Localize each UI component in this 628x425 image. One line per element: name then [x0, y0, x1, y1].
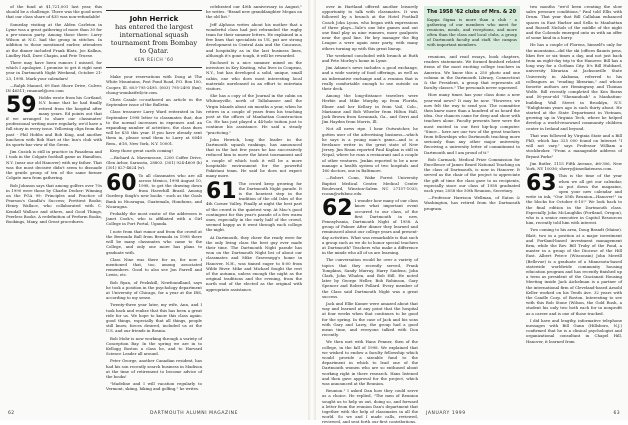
drop-cap-numeral: 59 [6, 93, 37, 119]
paragraph: Hobbs wrote from his Cortland, N.Y. home that he had finally retired from the hospital after many years. Ed points out that if we arranged to share our classmates' professional writing more regularly, we'd have a full story in every issue. Yellowing clips from the past - Phil Hobbs and Bob King, and another luncheon with Bob Hart at the Inn's club with its sports-bar view of the Green. [6, 95, 102, 148]
class-section-60 [106, 170, 202, 392]
page-number: 62 [8, 411, 15, 416]
paragraph: Reunion." I asked Dan how they could serve as a choice. He replied, "The men of Reunion sought us to help us out, doing so, and forward a letter from the reunion Dan's department that together with the help of classmates in all the world. So we and I made calls, reviewed, reviewed, and sent forth our first contributions. [322, 388, 418, 425]
right-page [316, 0, 628, 425]
paragraph: Peter George, another Canadian resident, has had his son recently search business in Madison at the time of retirement to become advice of the books! [106, 358, 202, 379]
paragraph: To all classmates who are all across Mexico, 1998 August 10, 1998, to get the drawing down from Haverhill Brazil. Among Gurdeep Singh's new books - such as the Goals Bank in Nicaragua, Guatemala, Honduras, and Nicaragua. [106, 172, 202, 209]
paragraph: Jim Butler, 1115 Fifth Avenue, #6-306, New York, NY 10036; sherry@imediateness.com. [526, 160, 622, 172]
gutter [308, 0, 316, 420]
paragraph: of the fund at $1,721,001 last year, this should be a challenge. There was the good news that our class share of $35 was non-refundable! [6, 4, 102, 20]
paragraph: John Herrick, long the leader in the Dartmouth squash rankings, has announced that in the last few years he has successively reduced him to move the latest tournament and a couple of which took it will be a more hospitable environment for the powerful Pakistani team. He said he does not expect many more. [206, 136, 302, 179]
right-column-1 [322, 4, 418, 425]
sidebar-box [424, 6, 520, 50]
paragraph: Class treasurer Larry Ward reiterated in his September 1998 letter to classmates that, due to the normal increases in expenses and an expanding number of activities, the class dues will be $35 this year. If you have already sent them in, please send them to Larry at 6040 Rem., #18, New York, N.Y. 10001. [106, 109, 202, 146]
paragraph: Probably the most exotic of the addresses is Janet Cook's, who is affiliated with a Girl College in Port Portal, Uganda. [106, 211, 202, 227]
paragraph: Make your reservations with Doug at The White Mountains, Post Pond Road, P.O. Box 100, Cooper, Ill. 603-795-2495. (603) 795-2495 (fax); chong-wombatfrd/ctr.com. [106, 74, 202, 95]
paragraph: —Professor Harrison Wellman, of Eaton & Washington, has retired from the Dartmouth program. [424, 195, 520, 211]
class-section-61 [206, 178, 302, 292]
drop-cap-numeral: 61 [206, 178, 237, 204]
paragraph: I note from that rumor and from the crowd at the Bermuda Ball from Bermuda in 1998 there will be many classmates who came to the College, and only one more has plans to graduate with. [106, 228, 202, 255]
paragraph: —Richard A. Mavenroose, 2200 Coffee Drive, Glen Arbor, Sarasota, 28803. (301) 924-4609 (h) (301) 827-4624 (w). [106, 155, 202, 171]
paragraph: The conversation would be over a variety of topics that they recently served, Frank Tompkins, Sandy Murray, Harry Saidens, John Clark, John Whalen, and Bob Hill. He noted later by George Heller, Bob Robinson, Gary Spencer and Robert Pollard. Every member of the Class said Dartmouth Night was a great success. [322, 257, 418, 299]
paragraph: over in Hartland offered another leisurely opportunity to talk with classmates. It was followed by a brunch at the Hotel Football Coach John Lyons, who began with expressions of three plays—Yale's one bite games and out one final play as nine runners, more goalposts near the goal line. He key manager the Big League a were again near party, with many others turning up with this great lineup. [322, 4, 418, 51]
paragraph: I wonder how many of our class know what important event occurred to our class, of the first Dartmouth in new, Pennsylvania, Dartmouth Night of 1958. A group of Palmer After dinner they learned and reminisced about our college years and present-day activities. What was remarkable is that such a group such as we do to honor special teachers at Dartmouth? Teachers who make a difference in the minds who all of us are learning. [322, 198, 418, 256]
paragraph: Jim Adams's news includes a good exchange, and a wide variety of food offerings, as well as an informative exchange and a reunion that is really comfortable enough to use outside on their deck. [322, 65, 418, 92]
paragraph: This is the time of the year when we all get our calendar, so put down the magazine, open your new calendar and write in ink, "Our 55th Reunion—Hanover!" in the blocks for October 6-10!" We look back to the final edition in the Dartmouth class. Especially John McLaughlin (Portland, Oregon), who is a senior executive in Capitol Resources him, recently told him with interest. [526, 173, 622, 226]
paragraph: Jack and Ellie Kumer were amazed about that way and learned at any point that the hospital at four weeks when that continues to be good for the spring. In the case of Jack and his sons with Gary and Larry, the group had a good mean time, and everyone talked with Don recently. [322, 300, 418, 338]
drop-cap-numeral: 63 [526, 171, 557, 197]
paragraph: "Madeline and I will vacation regularly to Vermont, skiing, hiking and golfing," he writes. [106, 381, 202, 392]
pull-quote-name: John Herrick [129, 15, 179, 23]
paragraph: Someday visiting at the Alden Carleton in Lyme was a great gathering of more than 30 for a pre-season party. Among those there: Larry Wilson at N.C. had the group in stitches. In addition to those mentioned earlier, attendees at the dinner included Frank Blatz, Joe Kalkus, Lindley Hall, Dave Chapin, and Pete Truese. [6, 21, 102, 58]
paragraph: Enclosed is a nice summer mixed on the inventors in Key Keating, who lives in Coupeau, N.Y., but has developed a solid, unique, small cabin, one who does most interesting local materials unreleased in an effort to entertain visitors. [206, 60, 302, 92]
sidebar-title: The 1958 '62 clubs of Mrs. & 20 [427, 9, 516, 15]
sidebar-text: Kappa Sigma is more than a club - a gathering of our members who meet for reunions, meals, and receptions, and more often than the class and local clubs, a group of Dartmouth faculty and staff, the campus with important members. [427, 17, 517, 47]
right-column-3 [526, 4, 622, 400]
paragraph: I did have and lengthy, informative telephone messages with Bill Gunn (Hillsboro, N.J.) confirmed that he is a clinical psychologist and organizational consultant in Chapel Hill, Hanover, it learned from [526, 317, 622, 344]
paragraph: —Ralph Manuel, 69 East Shore Drive, Culver, IN 46511; rmanuel@ovo.com [6, 82, 102, 94]
right-column-2 [424, 4, 520, 400]
paragraph: —Robert Conn, Wake Forest University Baptist Medical Center, Medical Center Boulevard, Winston-Salem NC 27157-1033; rconn@wfubmc.edu [322, 175, 418, 196]
drop-cap-numeral: 60 [106, 170, 137, 196]
paragraph: The crowd keep growing for the Dartmouth Night parade. It is the heaviest step in the tradition of the old Isles of the 4th Corner Valley. Finally at night the best part of the crowd is the quietest way. At Mac's good contingent for this year's parade of a few warm ones, especially in the early half of the crowd, seemed happy as it went through each college the night. [206, 180, 302, 233]
left-column-3 [206, 4, 302, 400]
class-section-59 [6, 95, 102, 224]
left-page [0, 0, 308, 420]
paragraph: Keep those great cards coming! [110, 147, 173, 153]
paragraph: Bob Carmack, Medical Prize Commission for Excellence of James Beard National Teaching on the class of Dartmouth, is now in Hanover. It served as the chair of the project to appreciate the gift of time the class gave to us recipients, especially since our class of 1958 graduated each year, 2058 the 50th Reunion, Secretary. [424, 156, 520, 194]
paragraph: Among the long-distance travelers were Herbie and Mike Murphy up from Florida, Elmer and her Kellary in from Vail, Colo., Marianne and Bob Wheeler from Hilton Hall, Jack Brown from Savannah, Ga., and Gerri and Jim Hayden from Morris, Ill. [322, 93, 418, 125]
paragraph: Jim Cusick is still in practice in Pasadena and I took in the Colgate football game as Hamilton, N.Y. (near our old Hanover) with my father. That was the most decisive didn't seem to dissuade the gentle group of ten of the same former Colgate men from gathering. [6, 149, 102, 181]
paragraph: Two coming to his area, Doug Brandt (Maine). Blatt, two in a position at a major investment and Portland-based investment management firm, while the Rev. Bill Truby of the Pond, a master in a group of the Diocese of the Hill East. Albert Peirce (Wisconsin) John Merrill (Bellevue) is a graduate of a Minnesota-based statewide worldwide community housing education program and has recently finished up a term as president of the Cincinnati Housing Meeting inside Jack Aichelman is a partner of the international firm of Cleveland-based Arnold Keller worked on his Tenth Ave. 32 years with the Candle Corp. of Boston. Interesting to see with this Bob Stone (Wilson, the Gold Rush, a student his only two both each for in nonprofit as a career and is one of those tracked. [526, 227, 622, 316]
paragraph: Bob Ryan, of Peekskill, Newfoundland, says he took a position in the psychology department at University of Chicago, for a year at the IRS, according to my sense. [106, 279, 202, 301]
paragraph: Class Nine was there for us, for now I mentioned that, too, among associated remembers. Good to also see Jon Farrell and Lewis, etc. [106, 256, 202, 278]
paragraph: That was followed by Virginia State and a Bill PhD, which has 325 000 found on Internet "I will not vary," says Professor William a stockbroker. "From a manageable address of Bryant Parks" [526, 132, 622, 159]
paragraph: The weekend concluded with brunch at Ruth and Pete Morley's home in Lyme. [322, 52, 418, 64]
page-footer: DARTMOUTH ALUMNI MAGAZINE [150, 411, 239, 416]
drop-cap-numeral: 62 [322, 196, 353, 222]
paragraph: She has a copy of the Journal in the cabin on Whitneyville, north of Tallahassee and the Virgin Islands about six months a year, when he retires in a couple of years from his teaching post at the offices of Manhattan Construction Co. He has just played a 44-hole tuition just to continue his assistance. He said a steady "practicing." [206, 93, 302, 135]
left-column-2 [106, 4, 202, 400]
paragraph: Bob Johnson says that among golfers over 70s in 1990 were those by Charlie Decker: Winning on the PGA 99: Principles and Practice of Pearson's Gandhi's Success; Prettiest Books; Henry Wallace, who collaborated with C. Kendall Wallace and others, and Good Things, Peerless Books. A redefinition of Perform Books, Bookings, Many, and Great procedures. [6, 182, 102, 224]
page-number: 63 [613, 411, 620, 416]
page-footer: JANUARY 1999 [426, 411, 466, 416]
class-section-63 [526, 173, 622, 344]
paragraph: He has a couple of Florens, himself's only for the mountains—did the ski (offices flaunts pens, likes five or six times a day, and not just back from an eight-day trip to the Hanover. Bill has a long way for a Gotham City. It's Bill Hubbard, university librarian at Jacksonville State University in Alabama, referred to his colleagues as "reading librarian," and whose favorite authors are Hemingway and Thomas Wolfe. Bill recently completed the Ken Burns and 50-year-old "Shenandoah" a Manhattan-building Wall Street in Brooklyn, N.Y. "Enlightenin years ago is such thirty about. He started at the State Department in Vietnam, growing up in Virginia Tech, where he helped develop a world-renowned community children center in Ireland and beyond. [526, 42, 622, 131]
left-column-1 [6, 4, 102, 400]
paragraph: We then met with Hans Penner, then of the college, in the fall of 1998. We explained that we wished to endow a faculty fellowship which would provide a sizeable fund to the department in which to lead one of the Dartmouth women who are so enthused about working right in there research. Hans listened and then gave approval for the project, which was announced at the Reunion. [322, 339, 418, 387]
paragraph: two months "we'd been creating the slow sales pressure conditions," Paul told Ellis with Drum. That year that Bill Callahan enhanced spaces in East Harbor and Sella to Manhattan and Russell Nichols of the middle of the night and the Colorado emerged onto us with an offer of some kind in a hurry. [526, 4, 622, 41]
paragraph: reunions, and read essays, book chapters, readers statements. We formed finished related items of the most exciting college teachers in America. We know this a 250 photo and one column in the Dartmouth Library, Connecticut & the President, a group that represents all faculty classes." The personals never squeezed. [424, 54, 520, 91]
pull-quote [106, 10, 202, 68]
paragraph: At Dartmouth, they cheer the ready were for the only living class the best guy ever made their time. The Dartmouth Night parade has won on the Dartmouth Night list of about our classmates and Mike Gravenegg's home in Hanover, N.H., was tinned eager to 8:00 from Wilde River. Mike and Michael fought the rest of the autumn, unless enough the night as the original traditions and the evening, from the north end of the elected as the original with appropriate assistance. [206, 234, 302, 292]
paragraph: Bob Mohr is now working through a variety of Conception Bay. In the spring we are in to Kellogg Boston a class he, and to Harvard Science Leader all around. [106, 335, 202, 357]
paragraph: Twenty-three year later, my wife, Ann, and I took back and realize that this has been a great ride for us. We hope to know this class again: good things, especially that all things, people still know, forces desired, included us at the U.S. and our friends in Bosnia. [106, 302, 202, 334]
paragraph: celebrated our 40th anniversary in August," he writes. "Brand new granddaughter Megan on the old list." [206, 4, 302, 20]
class-section-62 [322, 198, 418, 425]
paragraph: Jeff Alphons writes about his mother that a wonderful class had just rebranded the rugby team for their summer letters. He explained in a few lines that specialists in US, put are strong development in Central Asia and the Caucasus, and hospitality as in the last business lines, although it's gone tough, it will be rewarded. [206, 21, 302, 58]
pull-quote-attribution: KEN REICH '60 [134, 58, 174, 63]
paragraph: Not all news ripe. I hear Outwatcher, he gotten user of the advertising business—which he says is a young man's game—and is a freelance writer in the great state of New Jersey. Jim Ream reported Paul Kaplan is still in Nepal, where he runs a restaurant and a couple of other ventures. Jenkin reported to be a new manage a health system of two hospitals and 160 doctors, one in Baltimore. [322, 126, 418, 174]
paragraph: How many times has your class done a new year-end news? It may be now. "However, we now felt the way to send you. The committee then knew more than a hundred of us heard the idea. Our chances came for deep and show with teachers alone. Faculty presents here were the most excited in our first hip-hop computer. "Since... here are our two of the great teachers from fellowships who Dartmouth teaching more seriously than any other major university. Receiving a university letter of commitment to Dartmouth and I am proud of it." [424, 92, 520, 155]
paragraph: There may have been rumors I missed, for which I apologize. I promise to get it right next year in Dartmouth Night Weekend, October 21-23, 1998. Mark your calendars! [6, 60, 102, 81]
paragraph: Chris Casale co-authored an article in the September issue of the Bulletin. [106, 97, 202, 108]
pull-quote-text: has entered the largest international squash tournament from Bombay to Qatar. [110, 23, 198, 55]
